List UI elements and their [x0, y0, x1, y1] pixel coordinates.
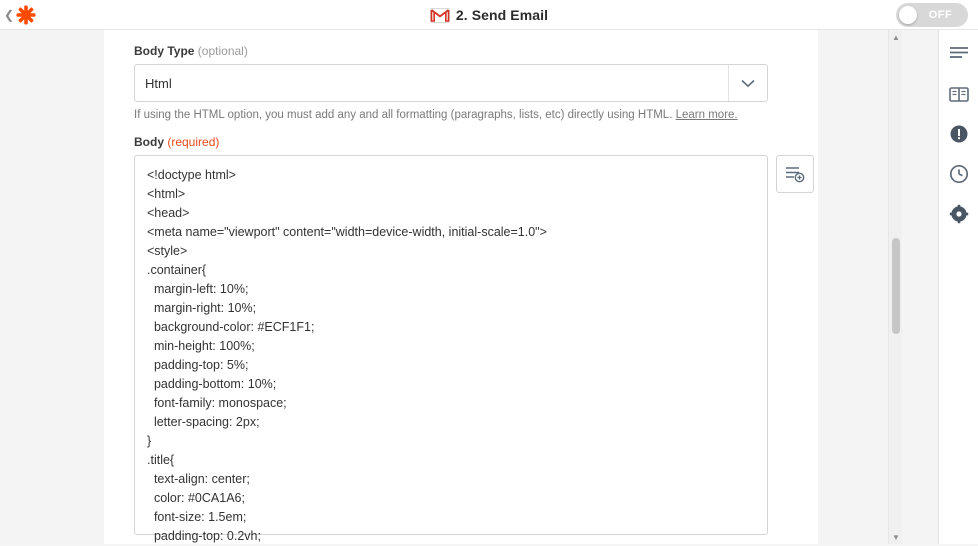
code-line: <html>: [147, 187, 186, 201]
step-settings-panel: [104, 30, 818, 544]
chevron-down-icon[interactable]: [728, 65, 767, 101]
book-icon[interactable]: [945, 80, 973, 108]
body-label-text: Body: [134, 135, 164, 149]
code-line: color: #0CA1A6;: [147, 491, 245, 505]
code-line: <!doctype html>: [147, 168, 236, 182]
top-bar: [0, 0, 978, 30]
code-line: <style>: [147, 244, 188, 258]
list-lines-icon[interactable]: [945, 40, 973, 68]
back-chevron-icon[interactable]: ❮: [4, 7, 15, 22]
scrollbar-thumb[interactable]: [892, 238, 900, 334]
body-type-helper-text: [134, 109, 794, 121]
code-line: padding-top: 0.2vh;: [147, 529, 261, 543]
code-line: }: [147, 434, 152, 448]
exclamation-circle-icon[interactable]: [945, 120, 973, 148]
body-code-input[interactable]: [134, 155, 768, 543]
zapier-logo-icon[interactable]: [15, 4, 37, 26]
code-line: text-align: center;: [147, 472, 250, 486]
editor-canvas: [0, 30, 938, 544]
gmail-icon: [430, 8, 448, 22]
body-label: [134, 135, 794, 149]
zap-on-off-toggle[interactable]: [896, 3, 968, 27]
code-line: <head>: [147, 206, 190, 220]
toggle-label: OFF: [928, 9, 953, 21]
code-line: font-size: 1.5em;: [147, 510, 247, 524]
page-title: 2. Send Email: [455, 6, 549, 23]
code-line: margin-left: 10%;: [147, 282, 249, 296]
clock-icon[interactable]: [945, 160, 973, 188]
body-type-optional-tag: (optional): [197, 44, 248, 58]
code-line: padding-bottom: 10%;: [147, 377, 277, 391]
body-type-select[interactable]: [134, 64, 768, 102]
code-line: min-height: 100%;: [147, 339, 255, 353]
code-line: <meta name="viewport" content="width=device-width, initial-scale=1.0">: [147, 225, 547, 239]
code-line: margin-right: 10%;: [147, 301, 257, 315]
body-required-tag: (required): [167, 135, 220, 149]
scroll-up-arrow-icon[interactable]: ▲: [892, 32, 900, 42]
learn-more-link[interactable]: Learn more.: [675, 109, 738, 121]
helper-text: If using the HTML option, you must add any and all formatting (paragraphs, lists, etc) directly using HTML.: [134, 109, 673, 121]
right-icon-rail: [938, 30, 978, 544]
scroll-down-arrow-icon[interactable]: ▼: [892, 532, 900, 542]
code-line: letter-spacing: 2px;: [147, 415, 260, 429]
code-line: .title{: [147, 453, 175, 467]
body-type-label: [134, 44, 794, 58]
body-type-label-text: Body Type: [134, 44, 195, 58]
body-type-select-value: Html: [145, 75, 172, 91]
code-line: padding-top: 5%;: [147, 358, 249, 372]
gear-icon[interactable]: [945, 200, 973, 228]
top-bar-title-group: [0, 7, 978, 23]
code-line: font-family: monospace;: [147, 396, 287, 410]
code-line: background-color: #ECF1F1;: [147, 320, 315, 334]
insert-field-icon[interactable]: [776, 155, 814, 193]
panel-scrollbar[interactable]: [888, 30, 902, 544]
body-editor-wrap: [134, 155, 768, 543]
toggle-knob: [899, 6, 917, 24]
code-line: .container{: [147, 263, 207, 277]
